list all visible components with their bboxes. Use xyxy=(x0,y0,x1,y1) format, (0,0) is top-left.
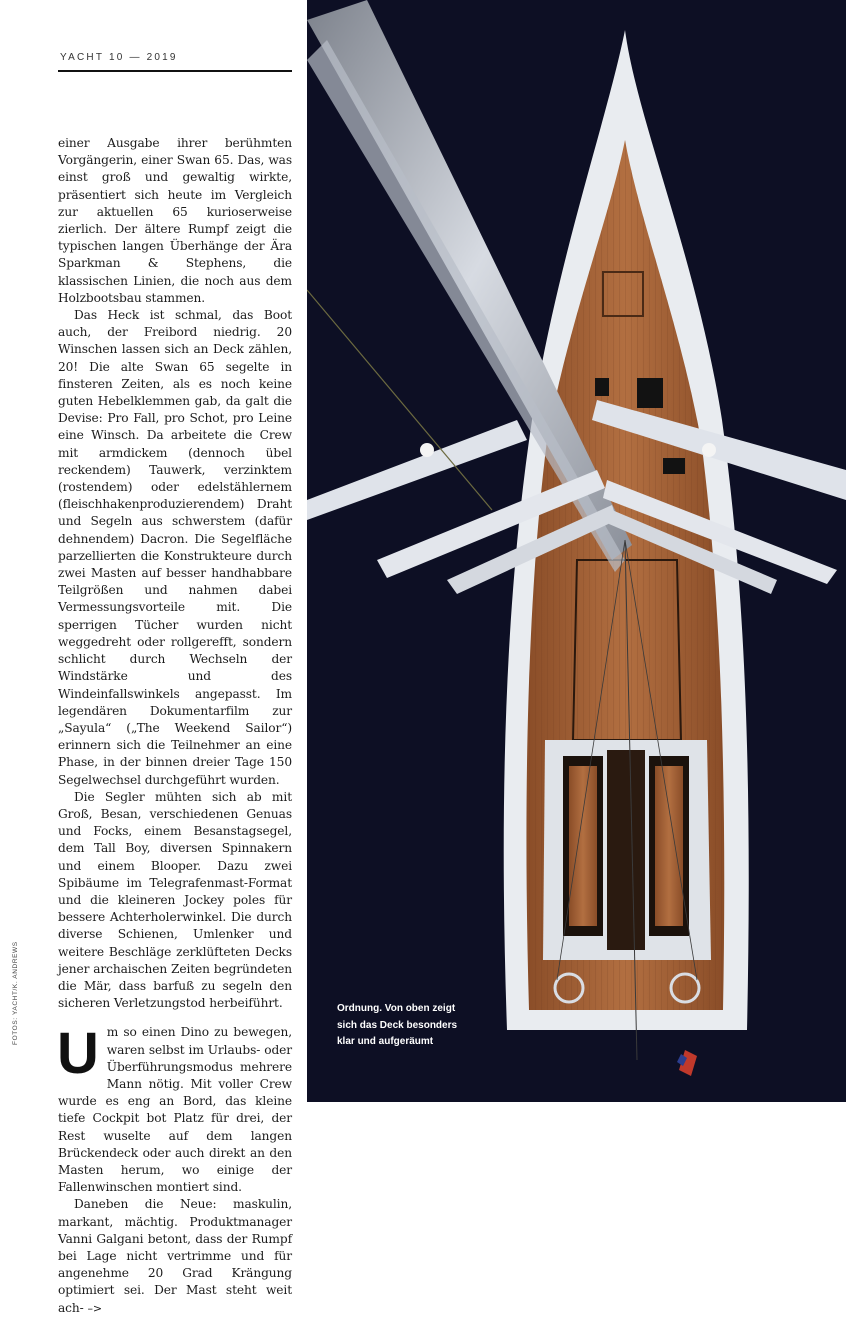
yacht-aerial-photo xyxy=(307,0,846,1102)
dropcap-paragraph xyxy=(57,1021,292,1196)
spreader-light-2 xyxy=(702,443,716,457)
final-paragraph-text: Daneben die Neue: maskulin, markant, mächtig. Produktmanager Vanni Galgani betont, dass der Rumpf bei Lage nicht vertrimme und für angenehme 20 Grad Krängung optimiert sei. Der Mast steht weit ach- xyxy=(58,1197,292,1315)
caption-lead: Ordnung. xyxy=(337,1003,382,1014)
caption-text: Von oben zeigt sich das Deck besonders klar und aufgeräumt xyxy=(337,1003,458,1047)
photo-caption xyxy=(337,1001,477,1051)
photo-credit: FOTOS: YACHT/K. ANDREWS xyxy=(12,941,19,1045)
article-column xyxy=(58,135,292,1317)
yacht-illustration xyxy=(307,0,846,1102)
paragraph-3: Die Segler mühten sich ab mit Groß, Besan, verschiedenen Genuas und Focks, einem Besanstagsegel, dem Tall Boy, diversen Spinnakern und einem Blooper. Dazu zwei Spibäume im Telegrafenmast-Format und die kleineren Jockey poles für bessere Achterholerwinkel. Die durch diverse Schienen, Umlenker und weitere Beschläge zerklüfteten Decks jener archaischen Zeiten begründeten die Mär, dass barfuß zu segeln den sicheren Verletzungstod herbeiführt. xyxy=(58,789,292,1011)
cockpit-seat-left xyxy=(569,766,597,926)
dropcap-letter: U xyxy=(57,1021,99,1087)
cockpit-seat-right xyxy=(655,766,683,926)
deck-hatch-1 xyxy=(595,378,609,396)
paragraph-2: Das Heck ist schmal, das Boot auch, der Freibord niedrig. 20 Winschen lassen sich an Deck zählen, 20! Die alte Swan 65 segelte in finsteren Zeiten, als es noch keine guten Hebelklemmen gab, da galt die Devise: Pro Fall, pro Schot, pro Leine eine Winsch. Da arbeitete die Crew mit armdickem (dennoch übel reckendem) Tauwerk, verzinktem (rostendem) oder edelstählernem (fleischhakenproduzierendem) Draht und Segeln aus schwerstem (dafür dehnendem) Dacron. Die Segelfläche parzellierten die Konstrukteure durch zwei Masten auf besser handhabbare Teilgrößen und nahmen dabei Vermessungsvorteile mit. Die sperrigen Tücher wurden nicht weggedreht oder rollgerefft, sondern schlicht durch Wechseln der Windstärke und des Windeinfallswinkels angepasst. Im legendären Dokumentarfilm zur „Sayula“ („The Weekend Sailor“) erinnern sich die Teilnehmer an eine Phase, in der binnen dreier Tage 150 Segelwechsel durchgeführt wurden. xyxy=(58,308,292,787)
spreader-light-1 xyxy=(420,443,434,457)
header-rule xyxy=(58,70,292,72)
dropcap-paragraph-text: m so einen Dino zu bewegen, waren selbst im Urlaubs- oder Überführungsmodus mehrere Mann nötig. Mit voller Crew wurde es eng an Bord, das kleine tiefe Cockpit bot Platz für drei, der Rest wuselte auf dem langen Brückendeck oder auch direkt an den Masten herum, wo einige der Fallenwinschen montiert sind. xyxy=(58,1025,292,1195)
running-head: YACHT 10 — 2019 xyxy=(60,52,178,63)
cockpit-table xyxy=(607,750,645,950)
final-paragraph xyxy=(58,1196,292,1316)
deck-hatch-3 xyxy=(663,458,685,474)
continue-arrow-icon: –> xyxy=(87,1301,102,1315)
deck-hatch-2 xyxy=(637,378,663,408)
paragraph-1: einer Ausgabe ihrer berühmten Vorgängerin, einer Swan 65. Das, was einst groß und gewaltig wirkte, präsentiert sich heute im Vergleich zur aktuellen 65 kurioserweise zierlich. Der ältere Rumpf zeigt die typischen langen Überhänge der Ära Sparkman & Stephens, die klassischen Linien, die noch aus dem Holzbootsbau stammen. xyxy=(58,136,292,305)
